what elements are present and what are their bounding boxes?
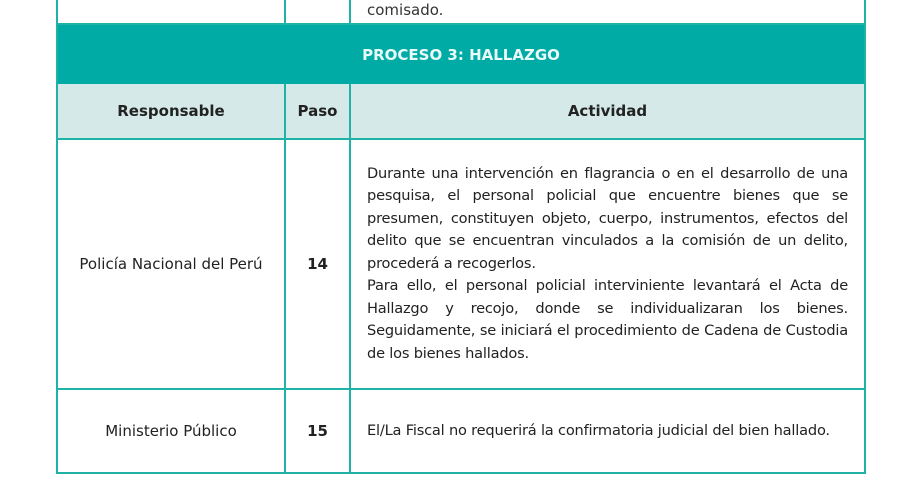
- cell-actividad: [351, 390, 864, 472]
- cell-paso: 14: [286, 140, 351, 388]
- previous-row: [56, 0, 866, 25]
- activity-paragraph: El/La Fiscal no requerirá la confirmatoria judicial del bien hallado.: [367, 421, 830, 439]
- header-actividad: Actividad: [567, 102, 648, 120]
- table-row: [56, 390, 866, 474]
- activity-paragraph: Para ello, el personal policial interviniente levantará el Acta de Hallazgo y recojo, donde se individualizaran los bienes. Seguidamente, se iniciará el procedimiento de Cadena de Custodia de los bienes hallados.: [367, 277, 848, 362]
- cell-responsable: Policía Nacional del Perú: [58, 140, 286, 388]
- cell-paso: 15: [286, 390, 351, 472]
- procedure-table: [56, 0, 866, 474]
- activity-paragraph: Durante una intervención en flagrancia o en el desarrollo de una pesquisa, el personal policial que encuentre bienes que se presumen, constituyen objeto, cuerpo, instrumentos, efectos del delito que se encuentran vinculados a la comisión de un delito, procederá a recogerlos.: [367, 164, 848, 272]
- cell-actividad: comisado.: [367, 1, 444, 19]
- header-responsable: Responsable: [58, 84, 286, 138]
- section-title: PROCESO 3: HALLAZGO: [56, 25, 866, 84]
- table-row: [56, 140, 866, 390]
- cell-responsable: [58, 0, 286, 23]
- cell-responsable: Ministerio Público: [58, 390, 286, 472]
- table-header: [56, 84, 866, 140]
- cell-actividad: [351, 140, 864, 388]
- header-paso: Paso: [286, 84, 351, 138]
- cell-paso: [286, 0, 351, 23]
